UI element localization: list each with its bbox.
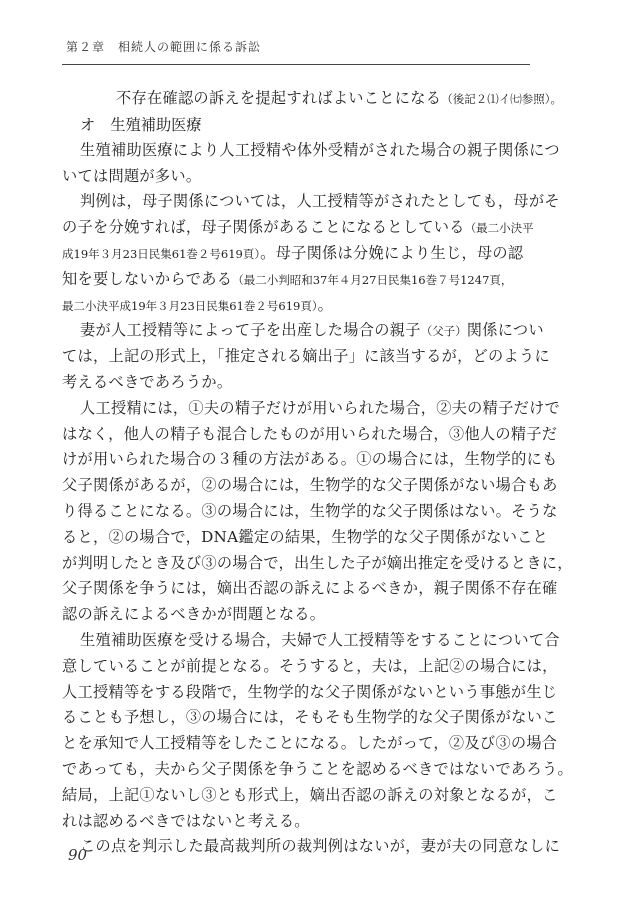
text-line: 父子関係があるが，②の場合には，生物学的な父子関係がない場合もあ	[62, 476, 558, 495]
body-text	[62, 86, 573, 860]
text-line: ては，上記の形式上，「推定される嫡出子」に該当するが，どのように	[62, 347, 550, 366]
text-line: の子を分娩すれば，母子関係があることになるとしている（最二小決平	[62, 218, 534, 237]
text-line: 不存在確認の訴えを提起すればよいことになる（後記２⑴イ㈦参照）。	[116, 89, 562, 107]
text-line: 判例は，母子関係については，人工授精等がされたとしても，母がそ	[80, 192, 560, 211]
text-line: いては問題が多い。	[62, 166, 202, 185]
text-line: 意していることが前提となる。そうすると，夫は，上記②の場合には，	[62, 656, 558, 675]
text-line: 考えるべきであろうか。	[62, 372, 233, 391]
text-line: 父子関係を争うには，嫡出否認の訴えによるべきか，親子関係不存在確	[62, 579, 558, 598]
text-line: 結局，上記①ないし③とも形式上，嫡出否認の訴えの対象となるが，こ	[62, 785, 558, 804]
text-line: この点を判示した最高裁判所の裁判例はないが，妻が夫の同意なしに	[80, 837, 561, 856]
text-line: れは認めるべきではないと考える。	[62, 811, 310, 830]
header-rule	[62, 64, 530, 65]
text-line: 人工授精には，①夫の精子だけが用いられた場合，②夫の精子だけで	[80, 398, 561, 417]
text-line: 成19年３月23日民集61巻２号619頁）。母子関係は分娩により生じ，母の認	[62, 243, 524, 262]
text-line: 妻が人工授精等によって子を出産した場合の親子（父子）関係につい	[80, 321, 544, 340]
text-line: 人工授精等をする段階で，生物学的な父子関係がないという事態が生じ	[62, 682, 558, 701]
text-line: が判明したとき及び③の場合で，出生した子が嫡出推定を受けるときに，	[62, 553, 573, 572]
text-line: 最二小決平成19年３月23日民集61巻２号619頁）。	[62, 295, 334, 314]
text-line: 生殖補助医療を受ける場合，夫婦で人工授精等をすることについて合	[80, 630, 560, 649]
text-line: であっても，夫から父子関係を争うことを認めるべきではないであろう。	[62, 759, 573, 778]
text-line: とを承知で人工授精等をしたことになる。したがって，②及び③の場合	[62, 734, 558, 753]
text-line: 生殖補助医療により人工授精や体外受精がされた場合の親子関係につ	[80, 140, 560, 159]
text-line: ることも予想し，③の場合には，そもそも生物学的な父子関係がないこ	[62, 708, 558, 727]
text-line: はなく，他人の精子も混合したものが用いられた場合，③他人の精子だ	[62, 424, 558, 443]
text-line: 認の訴えによるべきかが問題となる。	[62, 605, 326, 624]
text-line: り得ることになる。③の場合には，生物学的な父子関係はない。そうな	[62, 501, 558, 520]
text-line: ると，②の場合で，DNA鑑定の結果，生物学的な父子関係がないこと	[62, 527, 549, 546]
section-heading: オ 生殖補助医療	[80, 115, 202, 134]
running-head: 第２章 相続人の範囲に係る訴訟	[66, 40, 262, 54]
page-number: 90	[68, 846, 88, 864]
text-line: けが用いられた場合の３種の方法がある。①の場合には，生物学的にも	[62, 450, 558, 469]
text-line: 知を要しないからである（最二小判昭和37年４月27日民集16巻７号1247頁，	[62, 269, 513, 288]
